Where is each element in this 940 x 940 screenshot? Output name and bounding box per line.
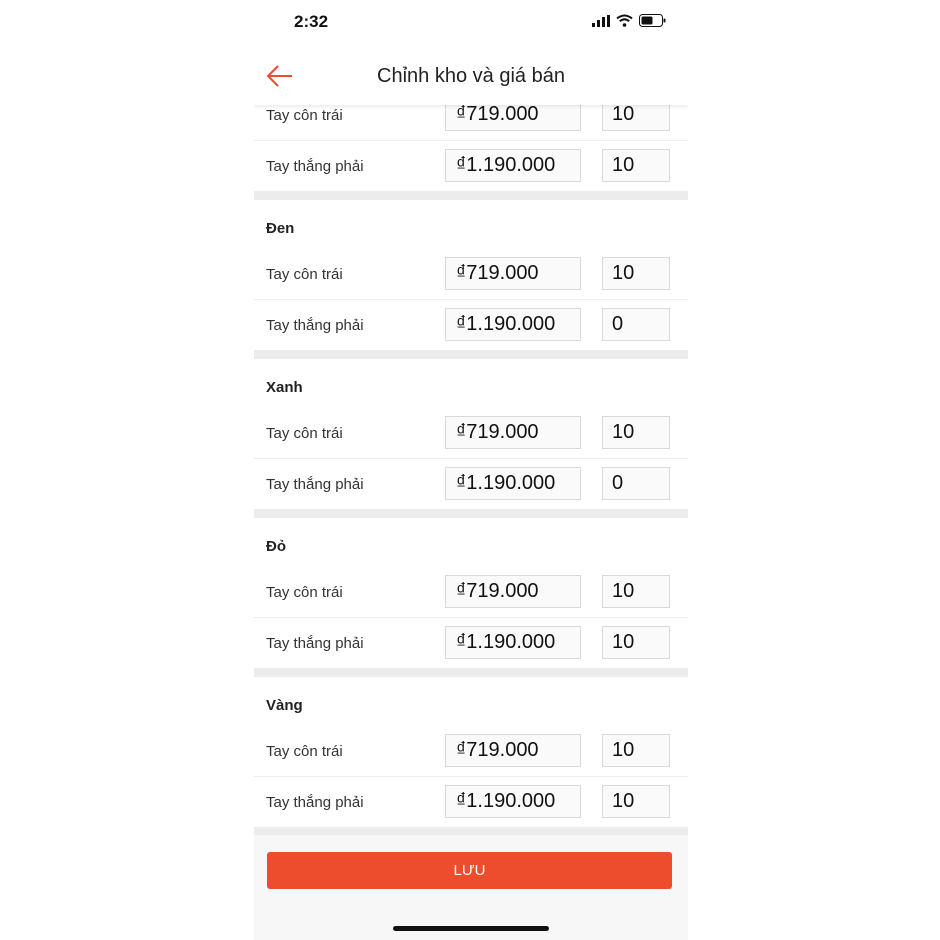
- stock-input[interactable]: 10: [602, 416, 670, 449]
- variant-row: [254, 458, 688, 509]
- status-icons: [592, 14, 666, 27]
- variant-group: [254, 359, 688, 509]
- variant-group-partial: [254, 105, 688, 191]
- price-input[interactable]: ₫1.190.000: [445, 785, 581, 818]
- variant-row: [254, 105, 688, 140]
- stock-input[interactable]: 10: [602, 257, 670, 290]
- footer: [254, 835, 688, 940]
- variant-list[interactable]: [254, 105, 688, 835]
- price-input[interactable]: ₫719.000: [445, 105, 581, 131]
- stock-input[interactable]: 10: [602, 734, 670, 767]
- variant-row: [254, 408, 688, 458]
- stock-input[interactable]: 0: [602, 467, 670, 500]
- variant-row: [254, 726, 688, 776]
- price-input[interactable]: ₫1.190.000: [445, 626, 581, 659]
- variant-option-label: Tay thắng phải: [266, 317, 364, 334]
- variant-group-title: Đỏ: [266, 538, 286, 555]
- variant-row: [254, 617, 688, 668]
- price-input[interactable]: ₫719.000: [445, 575, 581, 608]
- status-time: 2:32: [294, 12, 329, 31]
- page-title: Chỉnh kho và giá bán: [377, 65, 565, 87]
- variant-option-label: Tay côn trái: [266, 266, 343, 283]
- variant-group-title: Đen: [266, 220, 295, 237]
- stock-input[interactable]: 0: [602, 308, 670, 341]
- variant-row: [254, 567, 688, 617]
- stock-input[interactable]: 10: [602, 785, 670, 818]
- variant-option-label: Tay côn trái: [266, 743, 343, 760]
- variant-group-title: Xanh: [266, 379, 303, 396]
- price-input[interactable]: ₫1.190.000: [445, 467, 581, 500]
- variant-option-label: Tay thắng phải: [266, 476, 364, 493]
- variant-option-label: Tay côn trái: [266, 584, 343, 601]
- wifi-icon: [616, 14, 633, 27]
- group-divider: [254, 668, 688, 677]
- variant-row: [254, 249, 688, 299]
- variant-option-label: Tay thắng phải: [266, 794, 364, 811]
- stock-input[interactable]: 10: [602, 575, 670, 608]
- variant-option-label: Tay côn trái: [266, 107, 343, 124]
- variant-option-label: Tay thắng phải: [266, 158, 364, 175]
- variant-group: [254, 677, 688, 827]
- group-divider: [254, 350, 688, 359]
- price-input[interactable]: ₫1.190.000: [445, 149, 581, 182]
- variant-row: [254, 776, 688, 827]
- home-indicator[interactable]: [393, 926, 549, 931]
- variant-group: [254, 200, 688, 350]
- variant-row: [254, 140, 688, 191]
- group-divider: [254, 509, 688, 518]
- phone-screen: [254, 0, 688, 940]
- price-input[interactable]: ₫719.000: [445, 734, 581, 767]
- stock-input[interactable]: 10: [602, 149, 670, 182]
- variant-option-label: Tay côn trái: [266, 425, 343, 442]
- group-divider: [254, 191, 688, 200]
- signal-icon: [592, 15, 610, 27]
- variant-option-label: Tay thắng phải: [266, 635, 364, 652]
- app-header: [254, 50, 688, 105]
- status-bar: [254, 0, 688, 50]
- price-input[interactable]: ₫1.190.000: [445, 308, 581, 341]
- group-divider: [254, 827, 688, 835]
- variant-row: [254, 299, 688, 350]
- variant-group-title: Vàng: [266, 697, 303, 714]
- price-input[interactable]: ₫719.000: [445, 416, 581, 449]
- save-button[interactable]: LƯU: [267, 852, 672, 889]
- variant-group: [254, 518, 688, 668]
- stock-input[interactable]: 10: [602, 626, 670, 659]
- battery-icon: [639, 14, 666, 27]
- price-input[interactable]: ₫719.000: [445, 257, 581, 290]
- stock-input[interactable]: 10: [602, 105, 670, 131]
